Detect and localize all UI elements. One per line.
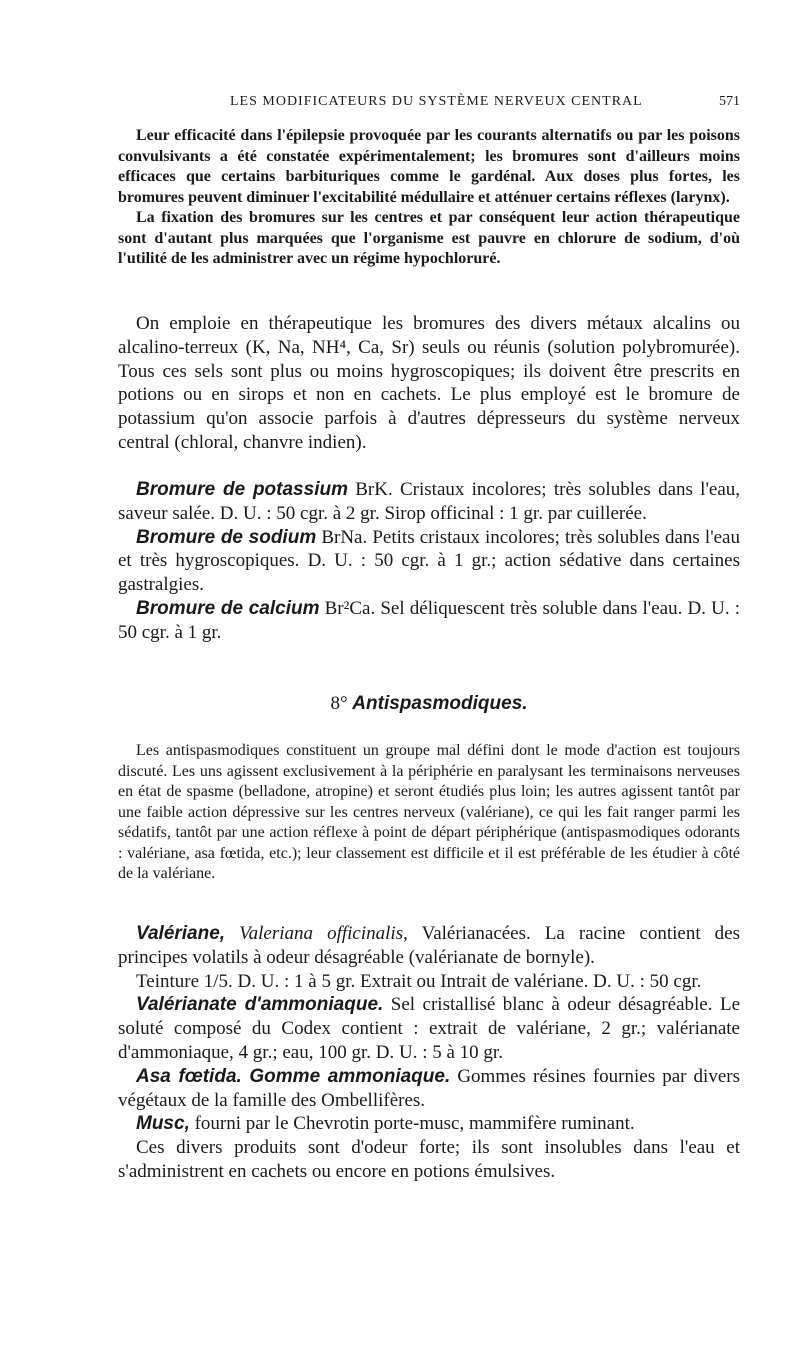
therapeutics-section <box>118 312 740 455</box>
therapeutics-paragraph: On emploie en thérapeutique les bromures des divers métaux alcalins ou alcalino-terreux (K, Na, NH⁴, Ca, Sr) seuls ou réunis (solution polybromurée). Tous ces sels sont plus ou moins hygroscopiques; ils doivent être prescrits en potions ou en sirops et non en cachets. Le plus employé est le bromure de potassium qu'on associe parfois à d'autres dépresseurs du système nerveux central (chloral, chanvre indien). <box>118 313 740 453</box>
bromure-sodium-text: BrNa. Petits cristaux incolores; très solubles dans l'eau et très hygroscopiques. D. U. : 50 cgr. à 1 gr.; action sédative dans certaines gastralgies. <box>118 526 740 596</box>
valeriane-name: Valériane, <box>136 923 226 944</box>
bromure-potassium-text: BrK. Cristaux incolores; très solubles dans l'eau, saveur salée. D. U. : 50 cgr. à 2 gr. Sirop officinal : 1 gr. par cuillerée. <box>118 479 741 524</box>
bromure-sodium-entry <box>118 526 740 597</box>
valeriane-entry <box>118 922 740 970</box>
bromure-calcium-text: Br²Ca. Sel déliquescent très soluble dans l'eau. D. U. : 50 cgr. à 1 gr. <box>118 597 740 643</box>
bromure-calcium-name: Bromure de calcium <box>136 597 320 619</box>
intro-paragraph-2: La fixation des bromures sur les centres et par conséquent leur action thérapeutique sont d'autant plus marquées que l'organisme est pauvre en chlorure de sodium, d'où l'utilité de les administrer avec un régime hypochloruré. <box>118 209 740 267</box>
page-number: 571 <box>719 94 740 109</box>
valeriane-text: Valérianacées. La racine contient des principes volatils à odeur désagréable (valérianate de bornyle). <box>118 923 741 968</box>
musc-name: Musc, <box>136 1113 190 1135</box>
bromures-list <box>118 478 740 645</box>
musc-text: fourni par le Chevrotin porte-musc, mammifère ruminant. <box>189 1113 635 1135</box>
valerianate-text: Sel cristallisé blanc à odeur désagréable. Le soluté composé du Codex contient : extrait de valériane, 2 gr.; valérianate d'ammoniaque, 4 gr.; eau, 100 gr. D. U. : 5 à 10 gr. <box>118 994 740 1063</box>
section-number: 8° <box>330 693 353 714</box>
bromure-sodium-name: Bromure de sodium <box>136 526 317 548</box>
teinture-entry: Teinture 1/5. D. U. : 1 à 5 gr. Extrait ou Intrait de valériane. D. U. : 50 cgr. <box>136 970 702 992</box>
asa-entry <box>118 1065 740 1113</box>
bromure-potassium-name: Bromure de potassium <box>136 479 348 500</box>
running-title: LES MODIFICATEURS DU SYSTÈME NERVEUX CENTRAL <box>230 94 643 109</box>
valerianate-entry <box>118 993 740 1064</box>
antispasmodic-intro <box>118 741 740 885</box>
valeriane-latin: Valeriana officinalis, <box>225 923 408 944</box>
drugs-list <box>118 922 740 1184</box>
section-heading <box>118 693 740 715</box>
intro-section <box>118 126 740 270</box>
section-title: Antispasmodiques. <box>352 693 528 714</box>
valerianate-name: Valérianate d'ammoniaque. <box>136 994 384 1016</box>
asa-name: Asa fœtida. Gomme ammoniaque. <box>136 1065 451 1087</box>
bromure-potassium-entry <box>118 478 740 526</box>
antispasmodic-paragraph: Les antispasmodiques constituent un groupe mal défini dont le mode d'action est toujours discuté. Les uns agissent exclusivement à la périphérie en paralysant les terminaisons nerveuses en état de spasme (belladone, atropine) et seront étudiés plus loin; les autres agissent tantôt par une faible action dépressive sur les centres nerveux (valériane), ce qui les fait ranger parmi les sédatifs, tantôt par une action réflexe à point de départ périphérique (antispasmodiques odorants : valériane, asa fœtida, etc.); leur classement est difficile et il est préférable de les étudier à côté de la valériane. <box>118 742 740 882</box>
asa-text: Gommes résines fournies par divers végétaux de la famille des Ombellifères. <box>118 1065 740 1111</box>
closing-paragraph: Ces divers produits sont d'odeur forte; ils sont insolubles dans l'eau et s'administrent en cachets ou encore en potions émulsives. <box>118 1137 740 1182</box>
musc-entry <box>118 1112 740 1136</box>
bromure-calcium-entry <box>118 597 740 645</box>
intro-paragraph-1: Leur efficacité dans l'épilepsie provoquée par les courants alternatifs ou par les poisons convulsivants a été constatée expérimentalement; les bromures sont d'ailleurs moins efficaces que certains barbituriques comme le gardénal. Aux doses plus fortes, les bromures peuvent diminuer l'excitabilité médullaire et atténuer certains réflexes (larynx). <box>118 127 740 206</box>
